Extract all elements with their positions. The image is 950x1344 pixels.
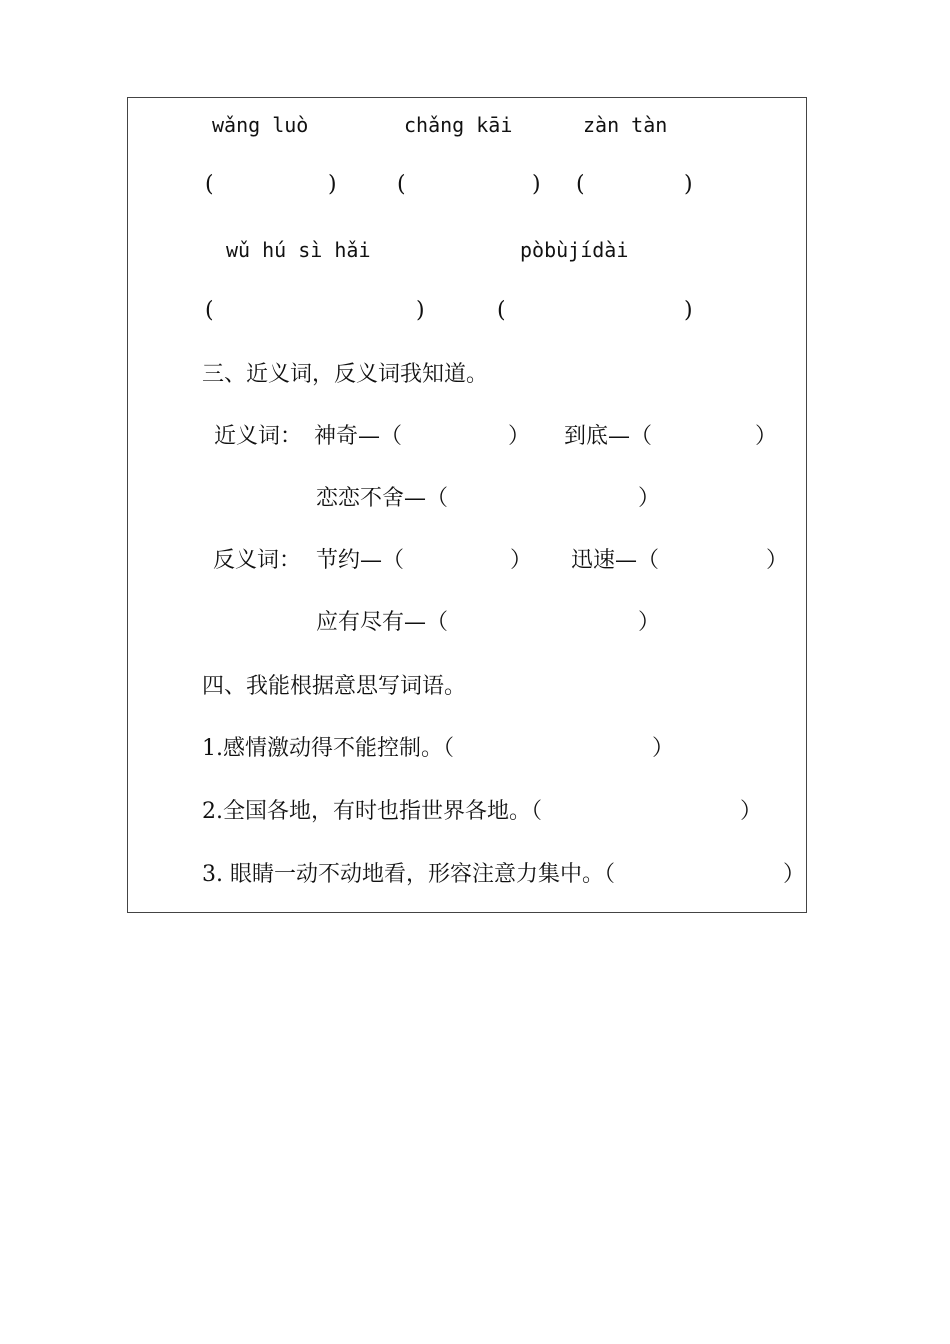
paren-close: ) bbox=[684, 298, 693, 323]
paren-close: ） bbox=[783, 862, 806, 887]
section3-heading: 三、近义词，反义词我知道。 bbox=[202, 362, 489, 387]
pinyin-wuhusihai: wǔ hú sì hǎi bbox=[226, 238, 371, 262]
paren-close: ) bbox=[416, 298, 425, 323]
synonym-item: 恋恋不舍—（ bbox=[316, 486, 449, 511]
antonym-item: 节约—（ bbox=[316, 548, 405, 573]
paren-close: ） bbox=[510, 548, 533, 573]
question-item: 2.全国各地，有时也指世界各地。（ bbox=[202, 799, 542, 824]
pinyin-pobujidai: pòbùjídài bbox=[520, 238, 629, 262]
antonyms-label: 反义词： bbox=[213, 548, 302, 573]
synonym-item: 神奇—（ bbox=[314, 424, 403, 449]
section4-heading: 四、我能根据意思写词语。 bbox=[202, 674, 467, 699]
paren-close: ） bbox=[638, 486, 661, 511]
pinyin-zantan: zàn tàn bbox=[583, 113, 668, 137]
paren-open: ( bbox=[497, 298, 506, 323]
paren-open: ( bbox=[576, 172, 585, 197]
question-item: 1.感情激动得不能控制。（ bbox=[202, 736, 454, 761]
paren-close: ) bbox=[328, 172, 337, 197]
paren-open: ( bbox=[205, 298, 214, 323]
paren-open: ( bbox=[205, 172, 214, 197]
paren-close: ） bbox=[652, 736, 675, 761]
paren-close: ） bbox=[740, 799, 763, 824]
pinyin-changkai: chǎng kāi bbox=[404, 113, 513, 137]
paren-close: ) bbox=[532, 172, 541, 197]
paren-close: ） bbox=[638, 610, 661, 635]
paren-close: ) bbox=[684, 172, 693, 197]
paren-open: ( bbox=[397, 172, 406, 197]
worksheet-frame bbox=[127, 97, 807, 913]
paren-close: ） bbox=[766, 548, 789, 573]
paren-close: ） bbox=[508, 424, 531, 449]
synonym-item: 到底—（ bbox=[564, 424, 653, 449]
synonyms-label: 近义词： bbox=[214, 424, 303, 449]
antonym-item: 迅速—（ bbox=[571, 548, 660, 573]
pinyin-wangluo: wǎng luò bbox=[212, 113, 309, 137]
question-item: 3. 眼睛一动不动地看，形容注意力集中。（ bbox=[202, 862, 615, 887]
paren-close: ） bbox=[755, 424, 778, 449]
antonym-item: 应有尽有—（ bbox=[316, 610, 449, 635]
